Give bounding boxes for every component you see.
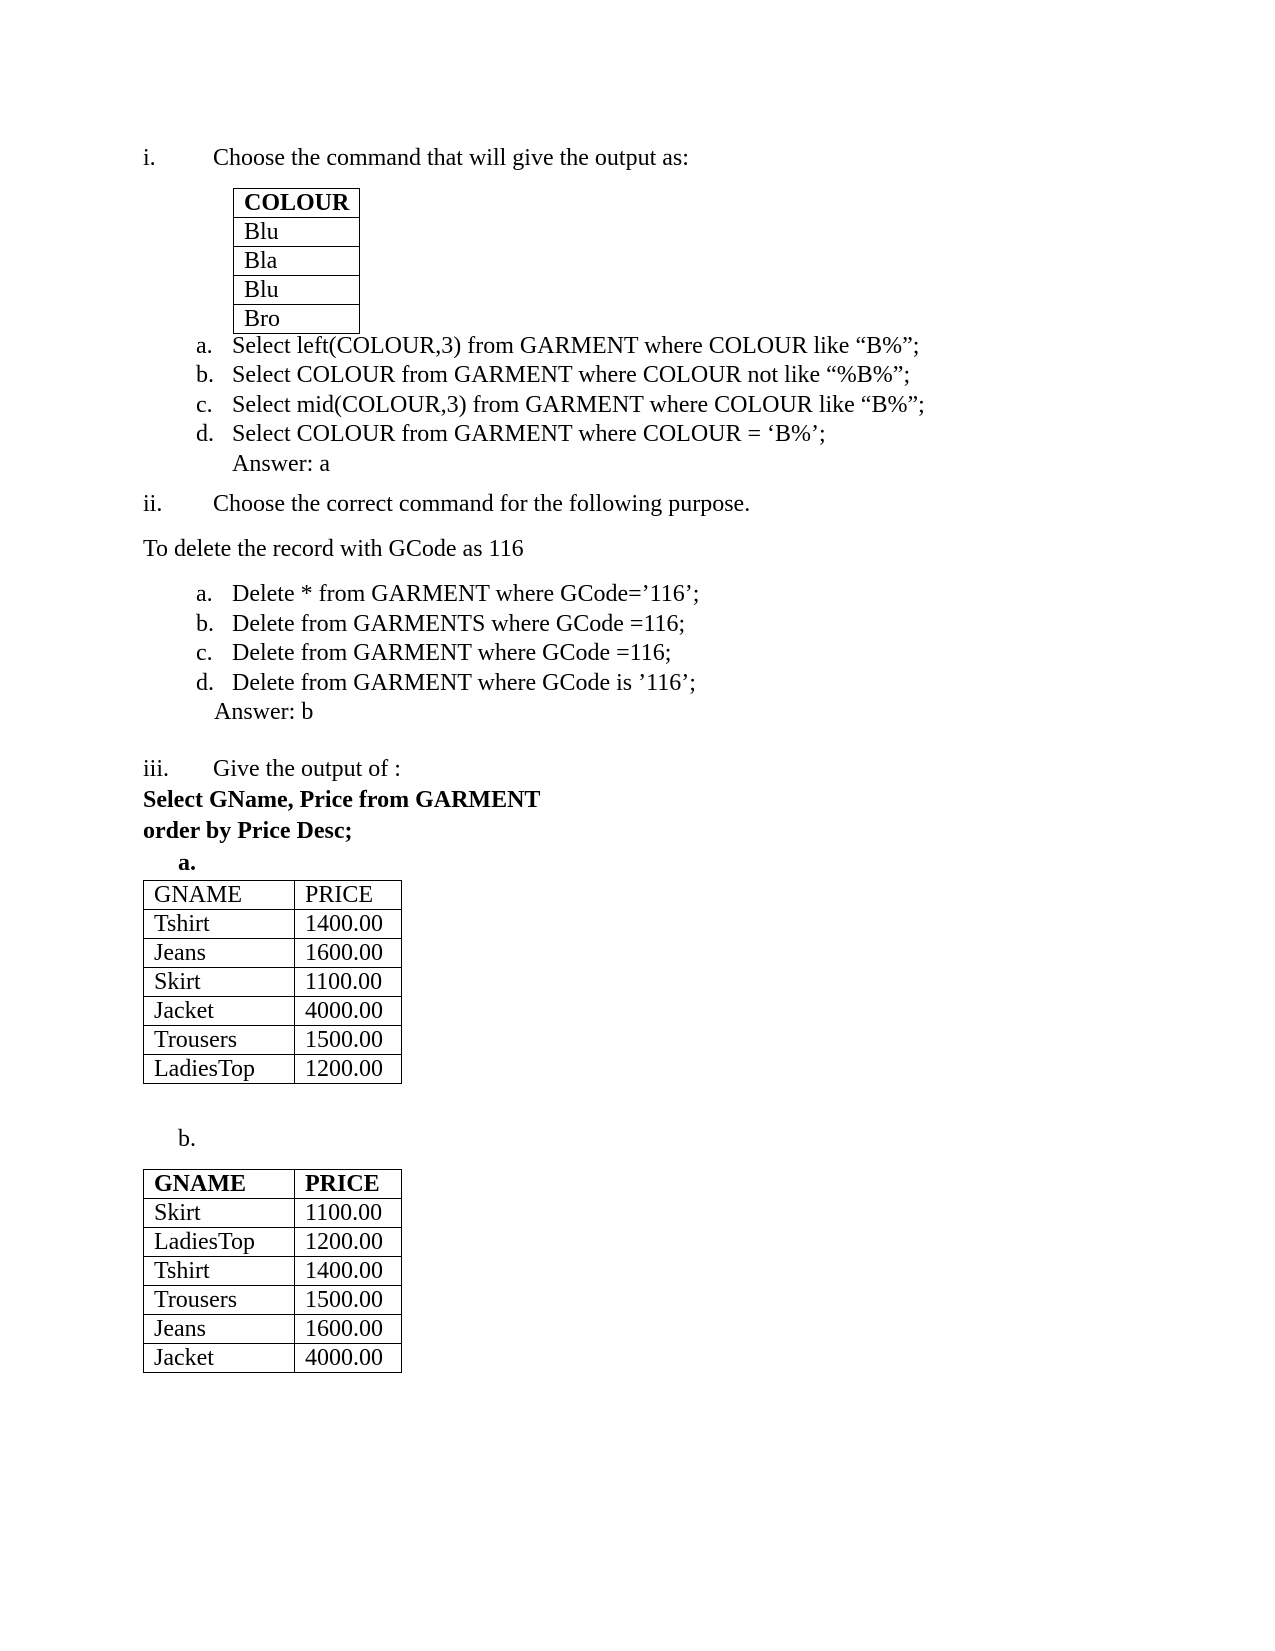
table-row [144, 1055, 402, 1084]
table-cell: 1100.00 [295, 968, 402, 997]
colour-output-table [233, 188, 360, 334]
table-cell: 1200.00 [295, 1228, 402, 1257]
purpose-text: To delete the record with GCode as 116 [143, 536, 524, 562]
option-text: Delete * from GARMENT where GCode=’116’; [232, 581, 700, 607]
table-row [144, 1315, 402, 1344]
table-row [144, 997, 402, 1026]
option-text: Delete from GARMENT where GCode is ’116’; [232, 670, 696, 696]
option-a-table [143, 880, 402, 1084]
table-cell: Jeans [144, 939, 295, 968]
option-label: d. [196, 670, 214, 696]
table-cell: 1400.00 [295, 1257, 402, 1286]
table-cell: Trousers [144, 1026, 295, 1055]
table-row [144, 939, 402, 968]
question-text: Give the output of : [213, 756, 401, 782]
option-text: Delete from GARMENTS where GCode =116; [232, 611, 686, 637]
table-cell: Tshirt [144, 910, 295, 939]
option-text: Select COLOUR from GARMENT where COLOUR = ‘B%’; [232, 421, 826, 447]
table-row [144, 1228, 402, 1257]
option-label: a. [178, 850, 196, 876]
question-number: iii. [143, 756, 170, 782]
table-row [144, 1257, 402, 1286]
table-cell: 1600.00 [295, 1315, 402, 1344]
question-text: Choose the correct command for the following purpose. [213, 491, 751, 517]
table-cell: 1200.00 [295, 1055, 402, 1084]
table-row [144, 1286, 402, 1315]
table-header: COLOUR [234, 189, 360, 218]
table-cell: 1600.00 [295, 939, 402, 968]
table-row [144, 968, 402, 997]
option-label: c. [196, 392, 213, 418]
question-text: Choose the command that will give the output as: [213, 145, 689, 171]
table-row [144, 910, 402, 939]
table-header: PRICE [295, 1170, 402, 1199]
table-cell: LadiesTop [144, 1228, 295, 1257]
table-cell: Bro [234, 305, 360, 334]
table-cell: Jeans [144, 1315, 295, 1344]
table-row [144, 1344, 402, 1373]
table-cell: 1100.00 [295, 1199, 402, 1228]
option-text: Delete from GARMENT where GCode =116; [232, 640, 672, 666]
table-row [144, 1026, 402, 1055]
table-header: GNAME [144, 881, 295, 910]
option-label: a. [196, 581, 213, 607]
table-header: PRICE [295, 881, 402, 910]
table-cell: Tshirt [144, 1257, 295, 1286]
query-line: order by Price Desc; [143, 818, 353, 844]
option-label: b. [196, 362, 214, 388]
option-text: Select COLOUR from GARMENT where COLOUR not like “%B%”; [232, 362, 911, 388]
table-cell: Bla [234, 247, 360, 276]
option-text: Select mid(COLOUR,3) from GARMENT where COLOUR like “B%”; [232, 392, 925, 418]
option-label: c. [196, 640, 213, 666]
table-cell: 1500.00 [295, 1026, 402, 1055]
table-cell: Blu [234, 276, 360, 305]
table-cell: Jacket [144, 997, 295, 1026]
answer-text: Answer: b [214, 699, 314, 725]
option-label: b. [178, 1126, 196, 1152]
option-label: a. [196, 333, 213, 359]
table-header: GNAME [144, 1170, 295, 1199]
query-line: Select GName, Price from GARMENT [143, 787, 541, 813]
table-cell: Skirt [144, 968, 295, 997]
option-text: Select left(COLOUR,3) from GARMENT where COLOUR like “B%”; [232, 333, 920, 359]
table-cell: LadiesTop [144, 1055, 295, 1084]
table-cell: 1400.00 [295, 910, 402, 939]
table-cell: 4000.00 [295, 997, 402, 1026]
answer-text: Answer: a [232, 451, 330, 477]
option-b-table [143, 1169, 402, 1373]
option-label: b. [196, 611, 214, 637]
table-cell: Trousers [144, 1286, 295, 1315]
option-label: d. [196, 421, 214, 447]
table-cell: Skirt [144, 1199, 295, 1228]
table-row [144, 1199, 402, 1228]
question-number: ii. [143, 491, 163, 517]
question-number: i. [143, 145, 156, 171]
table-cell: Blu [234, 218, 360, 247]
table-cell: 4000.00 [295, 1344, 402, 1373]
table-cell: Jacket [144, 1344, 295, 1373]
table-cell: 1500.00 [295, 1286, 402, 1315]
